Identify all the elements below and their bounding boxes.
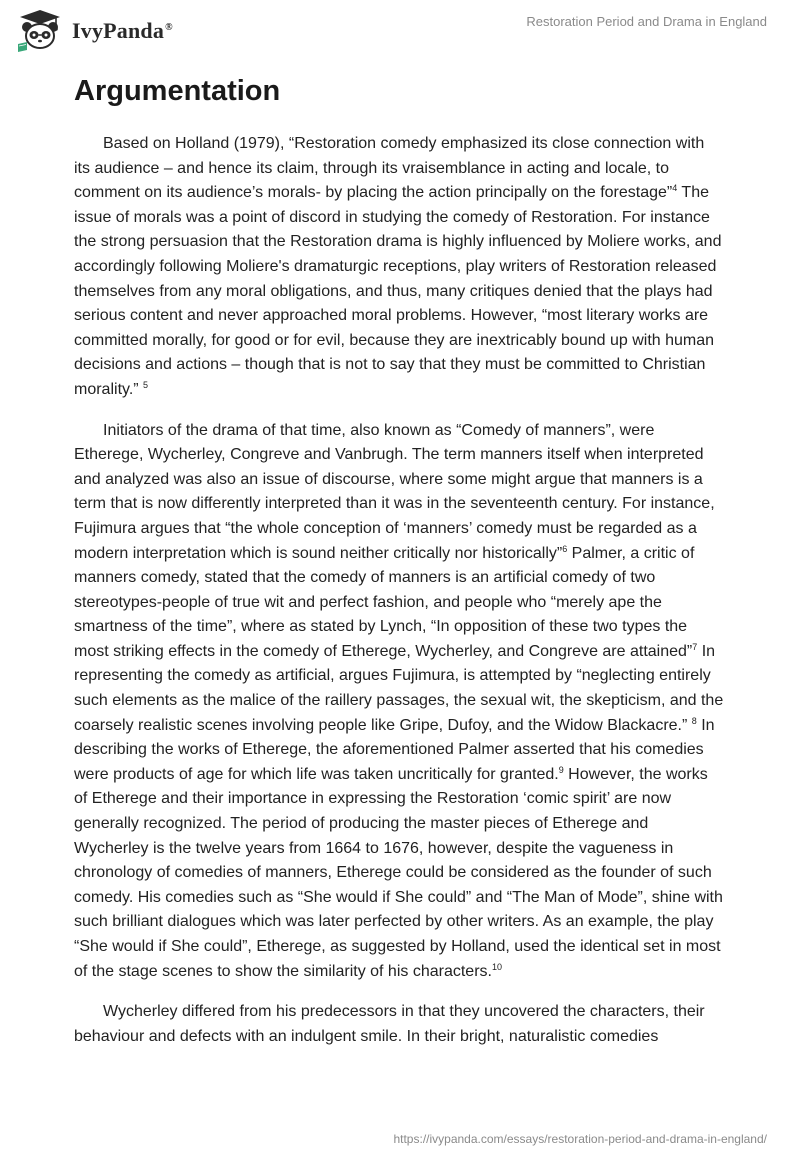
body-paragraph [74, 132, 724, 403]
footnote-ref[interactable]: 10 [491, 961, 502, 972]
paragraph-text: However, the works of Etherege and their importance in expressing the Restoration ‘comic spirit’ are now generally recognized. The period of producing the master pieces of Etherege and Wycherley is the twelve years from 1664 to 1676, however, despite the vagueness in chronology of comedies of manners, Etherege could be considered as the founder of such comedy. His comedies such as “She would if She could” and “The Man of Mode”, shine with such brilliant dialogues which was later perfected by other writers. As an example, the play “She would if She could”, Etherege, as suggested by Holland, used the identical set in most of the stage scenes to show the similarity of his characters. [74, 765, 723, 980]
ivypanda-logo[interactable] [14, 8, 173, 52]
footnote-ref[interactable]: 6 [562, 543, 568, 554]
essay-content [74, 72, 724, 1065]
page-header [0, 0, 800, 60]
document-title: Restoration Period and Drama in England [526, 14, 767, 29]
footnote-ref[interactable]: 4 [672, 183, 678, 194]
footnote-ref[interactable]: 5 [143, 379, 149, 390]
panda-graduate-icon [14, 8, 66, 52]
paragraph-text: In describing the works of Etherege, the aforementioned Palmer asserted that his comedies were products of age for which life was taken uncritically for granted. [74, 716, 715, 783]
paragraph-text: The issue of morals was a point of discord in studying the comedy of Restoration. For instance the strong persuasion that the Restoration drama is highly influenced by Moliere works, and accordingly following Moliere's dramaturgic receptions, play writers of Restoration released themselves from any moral obligations, and thus, many critiques denied that the plays had serious content and never approached moral problems. However, “most literary works are committed morally, for good or for evil, because they are inextricably bound up with human decisions and actions – though that is not to say that they must be committed to Christian morality.” [74, 184, 722, 398]
paragraph-text: Palmer, a critic of manners comedy, stated that the comedy of manners is an artificial comedy of two stereotypes-people of true wit and perfect fashion, and people who “merely ape the smartness of the time”, where as stated by Lynch, “In opposition of these two types the most striking effects in the comedy of Etherege, Wycherley, and Congreve are attained” [74, 544, 695, 660]
paragraph-text: Based on Holland (1979), “Restoration comedy emphasized its close connection with its audience – and hence its claim, through its vraisemblance in acting and locale, to comment on its audience’s morals- by placing the action principally on the forestage” [74, 135, 705, 202]
source-url: https://ivypanda.com/essays/restoration-period-and-drama-in-england/ [393, 1132, 767, 1146]
brand-name: IvyPanda® [72, 18, 173, 43]
paragraph-text: In representing the comedy as artificial, argues Fujimura, is attempted by “neglecting entirely such elements as the malice of the raillery passages, the sexual wit, the skepticism, and the coarsely realistic scenes involving people like Gripe, Dufoy, and the Widow Blackacre.” [74, 642, 724, 734]
section-heading: Argumentation [74, 75, 281, 107]
footnote-ref[interactable]: 8 [691, 715, 697, 726]
paragraph-text: Wycherley differed from his predecessors in that they uncovered the characters, their behaviour and defects with an indulgent smile. In their bright, naturalistic comedies [74, 1003, 705, 1045]
paragraph-list [74, 132, 724, 1049]
body-paragraph [74, 419, 724, 985]
footnote-ref[interactable]: 9 [558, 764, 564, 775]
paragraph-text: Initiators of the drama of that time, also known as “Comedy of manners”, were Etherege, Wycherley, Congreve and Vanbrugh. The term manners itself when interpreted and analyzed was also an issue of discourse, where some might argue that manners is a term that is now differently interpreted than it was in the seventeenth century. For instance, Fujimura argues that “the whole conception of ‘manners’ comedy must be regarded as a modern interpretation which is sound neither critically nor historically” [74, 421, 715, 562]
footnote-ref[interactable]: 7 [692, 641, 698, 652]
body-paragraph [74, 1000, 724, 1049]
